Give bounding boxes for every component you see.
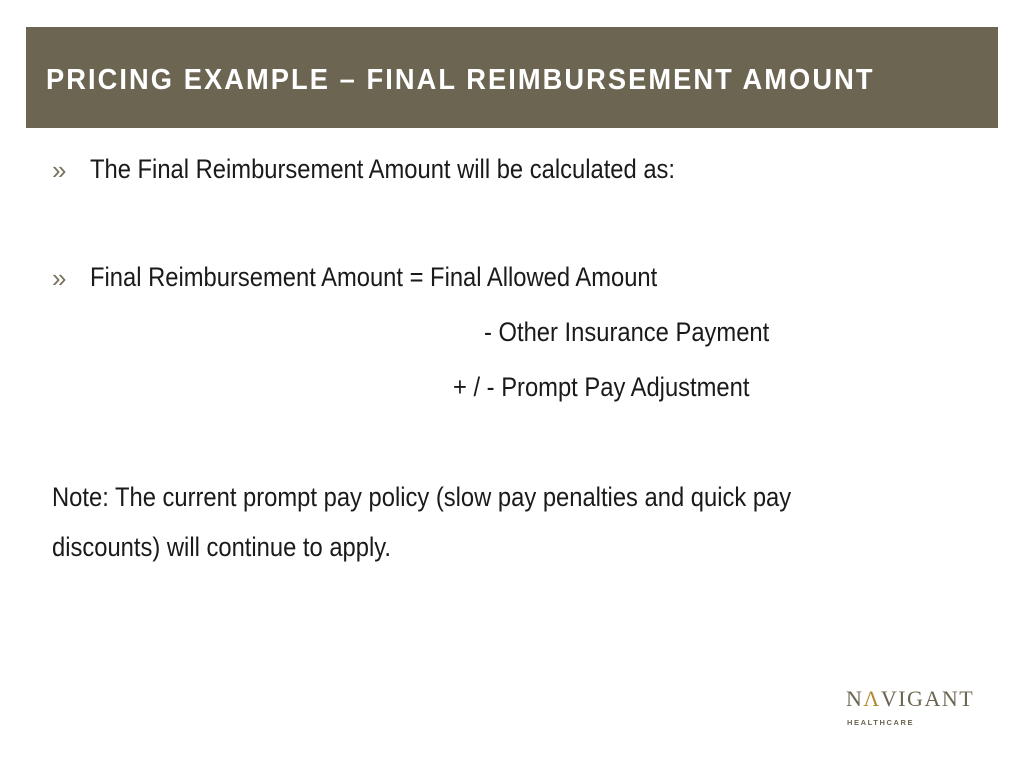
title-bar (26, 27, 998, 128)
slide-title: PRICING EXAMPLE – FINAL REIMBURSEMENT AMOUNT (46, 64, 875, 96)
logo-wordmark (846, 686, 974, 712)
logo-a-mark-icon: Λ (863, 686, 881, 711)
note-line-1: Note: The current prompt pay policy (slow pay penalties and quick pay (52, 482, 792, 512)
bullet-text-1: The Final Reimbursement Amount will be calculated as: (90, 154, 676, 184)
formula-line-1: Final Reimbursement Amount = Final Allowed Amount (90, 262, 658, 292)
bullet-marker-1: » (52, 155, 67, 185)
formula-line-2: - Other Insurance Payment (484, 317, 770, 347)
navigant-logo (846, 686, 976, 730)
bullet-marker-2: » (52, 263, 67, 293)
logo-letters-rest: VIGANT (880, 686, 975, 711)
formula-line-3: + / - Prompt Pay Adjustment (453, 372, 750, 402)
note-line-2: discounts) will continue to apply. (52, 532, 391, 562)
logo-letter-n: N (846, 686, 864, 711)
logo-subtitle: HEALTHCARE (847, 718, 915, 727)
